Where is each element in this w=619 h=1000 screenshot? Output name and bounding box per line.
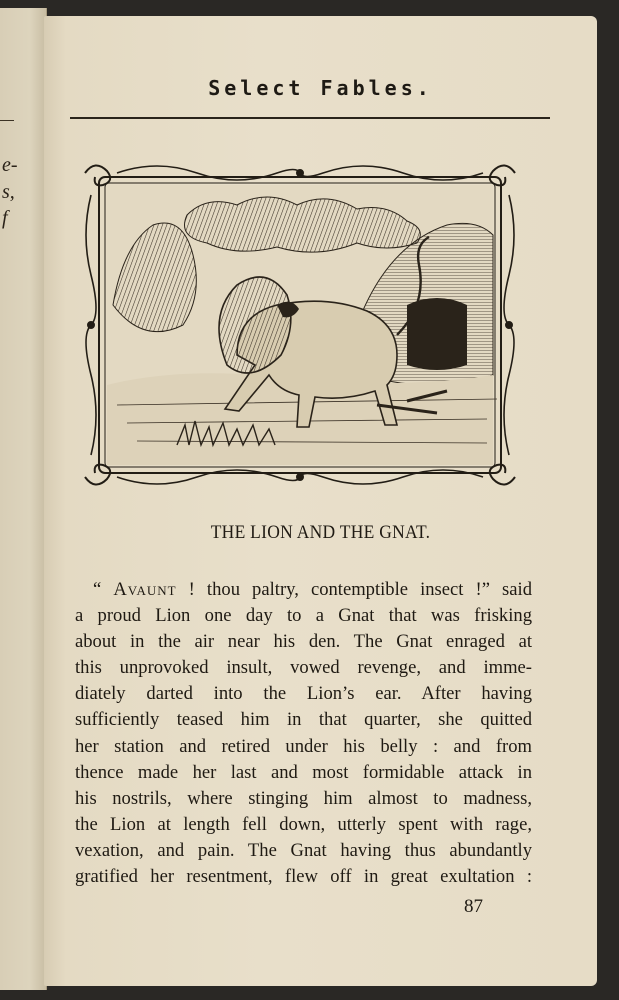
text-line: vexation, and pain. The Gnat having thus abundantly — [75, 839, 532, 861]
text-line-1-rest: ! thou paltry, contemptible insect !” said — [188, 579, 532, 600]
text-line: a proud Lion one day to a Gnat that was frisking — [75, 605, 532, 627]
facing-page-rule — [0, 120, 14, 121]
text-line: about in the air near his den. The Gnat enraged at — [75, 631, 532, 653]
running-head-rule — [70, 117, 550, 119]
text-line: gratified her resentment, flew off in great exultation : — [75, 866, 532, 888]
fable-text — [75, 577, 532, 890]
text-line: this unprovoked insult, vowed revenge, and imme- — [75, 657, 532, 679]
facing-page-fragment: e- — [2, 154, 18, 176]
woodcut-illustration — [77, 155, 523, 495]
opening-quote: “ — [93, 579, 102, 600]
facing-page-edge — [0, 8, 47, 990]
text-line-1 — [75, 577, 532, 603]
text-line: his nostrils, where stinging him almost to madness, — [75, 787, 532, 809]
opening-word: Avaunt — [113, 579, 177, 600]
text-line: her station and retired under his belly : and from — [75, 735, 532, 757]
text-line: the Lion at length fell down, utterly spent with rage, — [75, 813, 532, 835]
page-number: 87 — [464, 896, 483, 917]
woodcut-scene — [107, 185, 497, 465]
facing-page-fragment: s, — [2, 181, 15, 203]
text-line: sufficiently teased him in that quarter, she quitted — [75, 709, 532, 731]
fable-title: THE LION AND THE GNAT. — [210, 522, 431, 543]
facing-page-fragment: f — [2, 207, 8, 229]
running-head: Select Fables. — [208, 76, 433, 100]
text-line: thence made her last and most formidable attack in — [75, 761, 532, 783]
book-page — [44, 16, 597, 986]
text-line: diately darted into the Lion’s ear. After having — [75, 683, 532, 705]
